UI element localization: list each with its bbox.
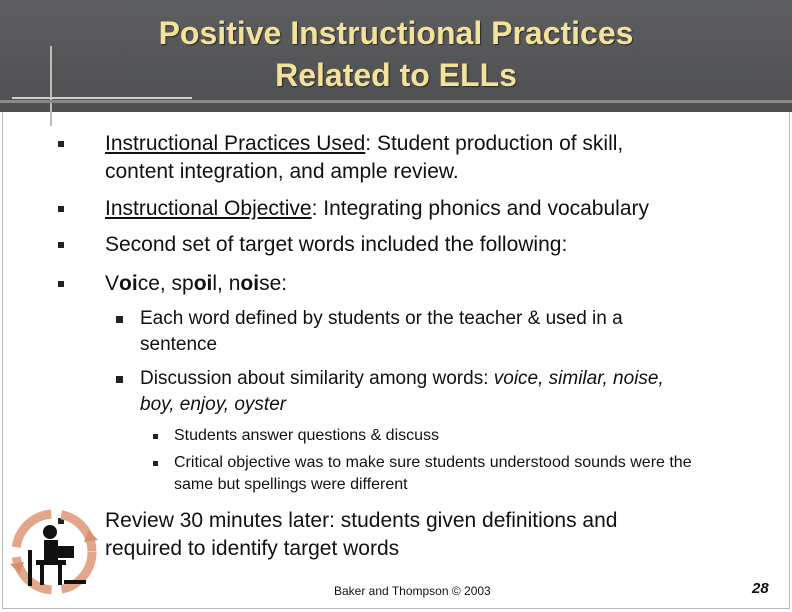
- footer-credit: Baker and Thompson © 2003: [334, 584, 491, 598]
- bullet-target-words: Second set of target words included the following:: [105, 233, 568, 256]
- sub-bullet-discussion: Discussion about similarity among words: voice, similar, noise,: [140, 368, 664, 389]
- bullet-review-continued: required to identify target words: [105, 537, 400, 560]
- bullet-marker: [58, 141, 64, 147]
- sub-sub-bullet-objective: Critical objective was to make sure students understood sounds were the: [174, 454, 692, 471]
- page-number: 28: [752, 580, 769, 597]
- decorative-highlight-line: [12, 97, 192, 99]
- decorative-horizontal-line: [0, 100, 792, 103]
- slide-title-line-2: Related to ELLs: [275, 57, 517, 93]
- bullet-marker: [58, 206, 64, 212]
- bullet-label: Instructional Practices Used: [105, 132, 366, 155]
- sub-sub-bullet-objective-continued: same but spellings were different: [174, 476, 408, 493]
- slide-title-line-1: Positive Instructional Practices: [158, 15, 634, 51]
- bullet-text: : Integrating phonics and vocabulary: [311, 197, 649, 220]
- reader-cycle-logo: [6, 500, 102, 606]
- bullet-practices-used: [105, 130, 623, 158]
- sub-bullet-marker: [116, 376, 123, 383]
- bullet-marker: [58, 281, 64, 287]
- bullet-text-continued: content integration, and ample review.: [105, 160, 459, 183]
- sub-sub-bullet-discuss: Students answer questions & discuss: [174, 427, 440, 444]
- sub-bullet-definition-continued: sentence: [140, 334, 218, 355]
- sub-bullet-marker: [116, 316, 123, 323]
- bullet-text: : Student production of skill,: [365, 132, 624, 155]
- bullet-review: Review 30 minutes later: students given definitions and: [105, 509, 618, 532]
- bullet-marker: [58, 242, 64, 248]
- bullet-objective: [105, 195, 649, 223]
- bullet-label: Instructional Objective: [105, 197, 312, 220]
- sub-sub-bullet-marker: [153, 434, 158, 439]
- sub-bullet-definition: Each word defined by students or the teacher & used in a: [140, 308, 623, 329]
- sub-bullet-discussion-continued: boy, enjoy, oyster: [140, 394, 287, 415]
- sub-sub-bullet-marker: [153, 461, 158, 466]
- bullet-word-list: Voice, spoil, noise:: [105, 272, 288, 295]
